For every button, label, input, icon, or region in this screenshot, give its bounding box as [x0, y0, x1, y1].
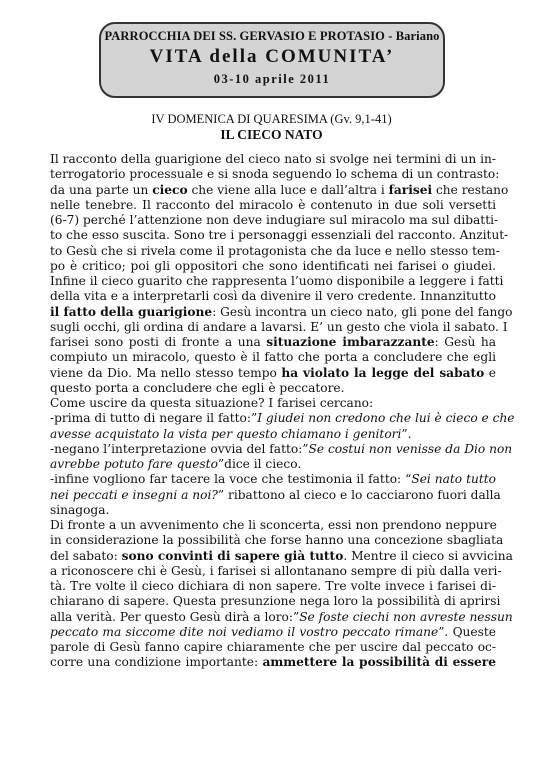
italic-quote: avesse acquistato la vista per questo chiamano i genitori [50, 426, 402, 441]
line-text: da una parte un [50, 182, 153, 197]
bulletin-header [99, 22, 445, 98]
bold-text: farisei [388, 182, 433, 197]
article-line [50, 548, 513, 564]
bold-text: ha violato la legge del sabato [281, 365, 485, 380]
article-line [50, 594, 501, 609]
bulletin-title: VITA della COMUNITA’ [149, 46, 395, 67]
line-text: tà. Tre volte il cieco dichiara di non sapere. Tre volte invece i farisei di- [50, 579, 496, 593]
italic-quote: Se foste ciechi non avreste nessun [299, 609, 513, 624]
liturgical-subtitle: IV DOMENICA DI QUARESIMA (Gv. 9,1-41) [151, 112, 392, 126]
article-line [50, 198, 496, 213]
parish-name: PARROCCHIA DEI SS. GERVASIO E PROTASIO - Bariano [104, 29, 440, 43]
article-line [50, 487, 501, 503]
italic-quote: Sei nato tutto [411, 472, 496, 487]
article-line [50, 274, 504, 289]
article-line [50, 655, 496, 670]
line-text: chiarano di sapere. Questa presunzione nega loro la possibilità di aprirsi [50, 594, 501, 609]
line-text: -prima di tutto di negare il fatto:” [50, 411, 258, 426]
bulletin-dates: 03-10 aprile 2011 [213, 72, 331, 86]
line-text: del sabato: [50, 548, 122, 563]
article-line [50, 609, 513, 625]
line-text: compiuto un miracolo, questo è il fatto che porta a concludere che egli [50, 350, 496, 365]
article-line [50, 182, 509, 198]
article-line [50, 366, 496, 381]
bold-text: ammettere la possibilità di essere [262, 655, 496, 670]
line-text: sinagoga. [50, 502, 110, 517]
bold-text: cieco [152, 182, 188, 197]
line-text: Infine il cieco guarito che rappresenta l’uomo disponibile a leggere i fatti [50, 274, 504, 288]
article-line [50, 411, 515, 426]
article-line [50, 319, 508, 335]
article-heading: IL CIECO NATO [220, 127, 323, 142]
line-text: ” ribattono al cieco e lo cacciarono fuori dalla [217, 487, 501, 502]
line-text: in considerazione la possibilità che forse hanno una concezione sbagliata [50, 533, 504, 548]
article-line [50, 518, 496, 533]
line-text: terrogatorio processuale e si snoda seguendo lo schema di un contrasto: [50, 167, 500, 182]
line-text: Di fronte a un avvenimento che li sconcerta, essi non prendono neppure [50, 518, 497, 532]
line-text: nelle tenebre. Il racconto del miracolo è contenuto in due soli versetti [50, 197, 496, 212]
line-text: ”dice il cieco. [217, 457, 302, 471]
line-text: sugli occhi, gli ordina di andare a lavarsi. E’ un gesto che viola il sabato. I [50, 319, 508, 334]
article-line [50, 396, 496, 411]
italic-quote: I giudei non credono che lui è cieco e che [257, 411, 515, 426]
line-text: : Gesù ha [434, 335, 496, 349]
article-line [50, 335, 496, 350]
line-text: Il racconto della guarigione del cieco nato si svolge nei termini di un in- [50, 152, 496, 166]
line-text: : Gesù incontra un cieco nato, gli pone del fango [212, 304, 513, 319]
article-line [50, 381, 496, 396]
line-text: to Gesù che si rivela come il protagonista che da luce e nello stesso tem- [50, 243, 500, 258]
line-text: farisei sono posti di fronte a una [50, 335, 267, 349]
bold-text: situazione imbarazzante [266, 335, 435, 349]
line-text: della vita e a interpretarli così da divenire il vero credente. Innanzitutto [50, 289, 496, 304]
italic-quote: avrebbe potuto fare questo [50, 457, 218, 471]
article-line [50, 579, 496, 594]
line-text: -negano l’interpretazione ovvia del fatto:” [50, 441, 309, 456]
line-text: e [484, 365, 496, 380]
line-text: Come uscire da questa situazione? I farisei cercano: [50, 396, 374, 410]
bold-text: il fatto della guarigione [50, 304, 213, 319]
article-line [50, 563, 502, 579]
italic-quote: peccato ma siccome dite noi vediamo il vostro peccato rimane [50, 624, 439, 639]
article-line [50, 289, 496, 304]
line-text: che restano [432, 182, 509, 197]
line-text: a riconoscere chi è Gesù, i farisei si allontanano sempre di più dalla veri- [50, 563, 502, 578]
line-text: viene da Dio. Ma nello stesso tempo [50, 365, 282, 380]
line-text: ”. Queste [438, 624, 496, 639]
article-line [50, 259, 496, 274]
line-text: (6-7) perché l’attenzione non deve indugiare sul miracolo ma sul dibatti- [50, 213, 499, 227]
article-body [50, 152, 515, 671]
line-text: po è critico; poi gli oppositori che sono identificati nei farisei o giudei. [50, 258, 496, 273]
article-line [50, 457, 496, 472]
line-text: corre una condizione importante: [50, 655, 263, 670]
line-text: parole di Gesù fanno capire chiaramente che per uscire dal peccato oc- [50, 640, 496, 654]
article-line [50, 243, 500, 259]
article-line [50, 228, 509, 243]
bold-text: sono convinti di sapere già tutto [121, 548, 344, 563]
article-line [50, 625, 496, 640]
italic-quote: Se costui non venisse da Dio non [308, 441, 513, 456]
article-line [50, 640, 496, 655]
line-text: questo porta a concludere che egli è peccatore. [50, 380, 345, 395]
line-text: ”. [401, 426, 412, 441]
line-text: . Mentre il cieco si avvicina [343, 548, 513, 563]
article-line [50, 152, 496, 167]
line-text: to che esso suscita. Sono tre i personaggi essenziali del racconto. Anzitut- [50, 228, 509, 243]
article-line [50, 472, 496, 487]
line-text: -infine vogliono far tacere la voce che testimonia il fatto: “ [50, 472, 412, 487]
article-line [50, 427, 496, 442]
article-line [50, 350, 496, 365]
article-line [50, 533, 504, 548]
article-line [50, 503, 496, 518]
article-line [50, 304, 513, 320]
article-line [50, 167, 500, 182]
line-text: che viene alla luce e dall’altra i [187, 182, 389, 197]
italic-quote: nei peccati e insegni a noi? [50, 487, 218, 502]
article-line [50, 441, 513, 457]
line-text: alla verità. Per questo Gesù dirà a loro:” [50, 609, 300, 624]
article-line [50, 213, 499, 228]
